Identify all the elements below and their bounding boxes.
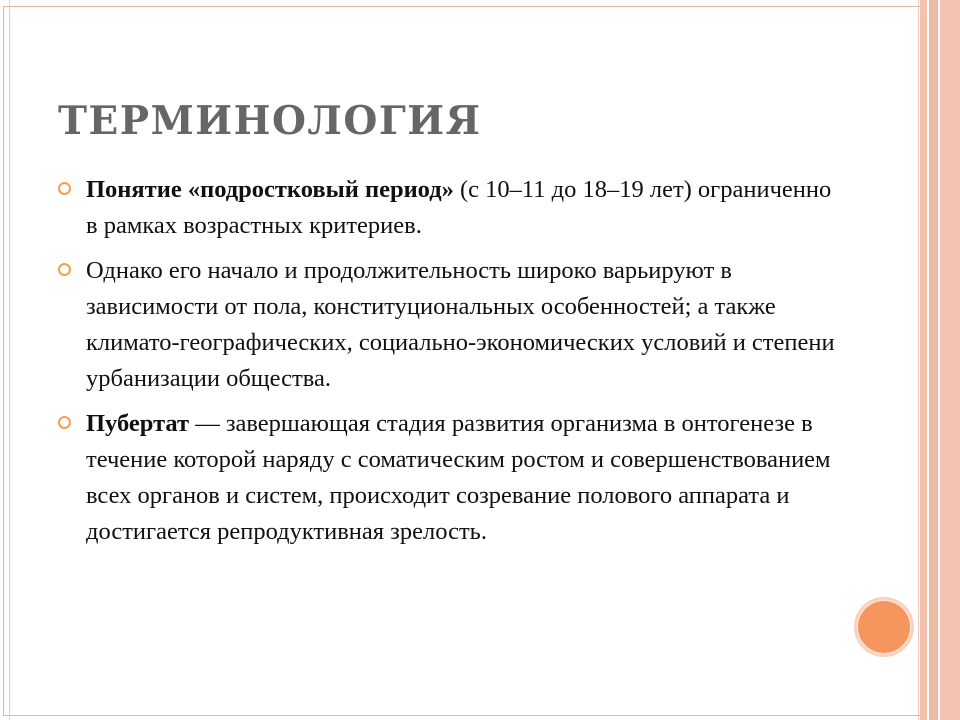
stripe <box>940 0 960 720</box>
stripe <box>929 0 938 720</box>
circle-outline-icon <box>58 416 71 429</box>
list-item <box>58 406 838 550</box>
list-item <box>58 172 838 244</box>
circle-outline-icon <box>58 182 71 195</box>
circle-outline-icon <box>58 263 71 276</box>
bullet-list <box>58 172 838 559</box>
stripe <box>920 0 927 720</box>
bullet-bold-term: Понятие «подростковый период» <box>86 176 454 203</box>
bullet-text: (с 10–11 до 18–19 лет) ограниченно в рамках возрастных критериев. <box>86 176 832 239</box>
bullet-text: — завершающая стадия развития организма в онтогенезе в течение которой наряду с соматическим ростом и совершенствованием всех органов и систем, происходит созревание полового аппарата и достигается репродуктивная зрелость. <box>86 410 831 545</box>
slide-title: ТЕРМИНОЛОГИЯ <box>58 98 482 144</box>
bullet-text: Однако его начало и продолжительность широко варьируют в зависимости от пола, конституциональных особенностей; а также климато-географических, социально-экономических условий и степени урбанизации общества. <box>86 257 835 392</box>
orange-circle-icon <box>854 597 914 657</box>
list-item <box>58 253 838 397</box>
decorative-stripes <box>920 0 960 720</box>
bullet-bold-term: Пубертат <box>86 410 190 437</box>
